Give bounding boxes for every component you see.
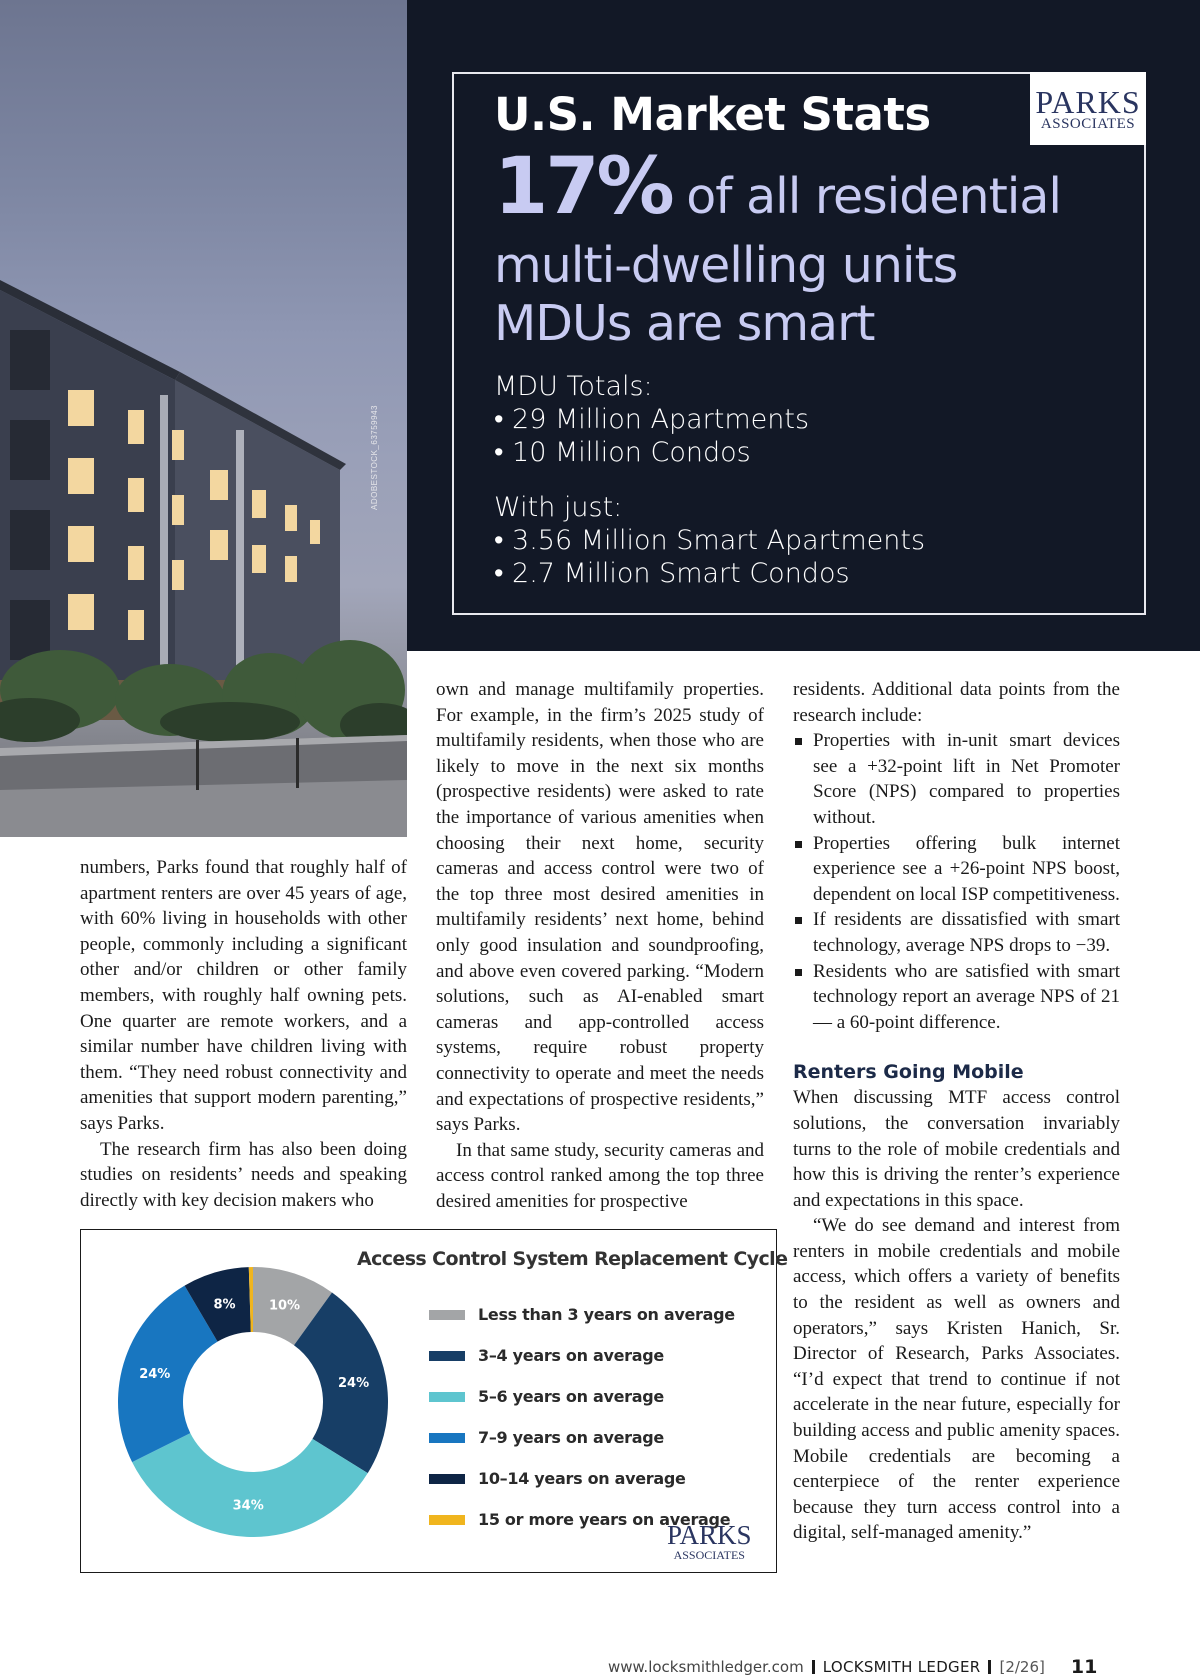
smart-item: • 3.56 Million Smart Apartments — [494, 525, 926, 556]
legend-entry — [429, 1417, 769, 1458]
donut-slice-label: 24% — [139, 1366, 171, 1382]
market-stats-headline — [494, 142, 1134, 353]
bullet-item: Residents who are satisfied with smart technology report an average NPS of 21 — a 60-point difference. — [793, 959, 1120, 1036]
legend-entry — [429, 1376, 769, 1417]
legend-label: 15 or more years on average — [478, 1510, 731, 1529]
donut-slice-label: 34% — [232, 1498, 264, 1514]
totals-item: • 10 Million Condos — [494, 437, 751, 468]
paragraph: In that same study, security cameras and access control ranked among the top three desired amenities for prospective — [436, 1139, 764, 1212]
legend-label: 3–4 years on average — [478, 1346, 664, 1365]
legend-swatch — [429, 1310, 465, 1320]
donut-chart — [81, 1230, 421, 1570]
legend-swatch — [429, 1351, 465, 1361]
footer-issue: [2/26] — [999, 1658, 1045, 1676]
paragraph: residents. Additional data points from the research include: — [793, 679, 1120, 726]
legend-entry — [429, 1458, 769, 1499]
donut-slice-label: 8% — [213, 1297, 236, 1313]
legend-label: 7–9 years on average — [478, 1428, 664, 1447]
headline-line-2: multi-dwelling units — [494, 237, 958, 294]
headline-percent: 17% — [494, 142, 672, 232]
article-column-2 — [436, 677, 764, 1214]
footer-url: www.locksmithledger.com — [608, 1658, 804, 1676]
donut-slice-label: 24% — [337, 1376, 370, 1392]
chart-legend — [429, 1294, 769, 1540]
legend-swatch — [429, 1392, 465, 1402]
totals-label: MDU Totals: — [494, 371, 653, 402]
paragraph: The research firm has also been doing studies on residents’ needs and speaking directly with key decision makers who — [80, 1138, 407, 1211]
legend-swatch — [429, 1474, 465, 1484]
chart-parks-logo — [667, 1522, 752, 1561]
legend-label: 5–6 years on average — [478, 1387, 664, 1406]
replacement-cycle-chart — [80, 1229, 788, 1573]
page-footer — [608, 1656, 1097, 1678]
donut-slice-label: 10% — [268, 1298, 301, 1314]
article-column-3 — [793, 677, 1120, 1546]
smart-label: With just: — [494, 492, 623, 523]
chart-logo-line-1: PARKS — [667, 1520, 752, 1550]
totals-item: • 29 Million Apartments — [494, 404, 810, 435]
parks-associates-logo — [1030, 72, 1146, 145]
mdu-totals-list — [494, 370, 1134, 469]
chart-title: Access Control System Replacement Cycle — [357, 1248, 788, 1270]
bullet-item: If residents are dissatisfied with smart technology, average NPS drops to −39. — [793, 907, 1120, 958]
footer-separator — [812, 1660, 815, 1674]
headline-line-3: MDUs are smart — [494, 295, 875, 352]
section-heading: Renters Going Mobile — [793, 1061, 1024, 1084]
smart-item: • 2.7 Million Smart Condos — [494, 558, 850, 589]
bullet-item: Properties offering bulk internet experience see a +26-point NPS boost, dependent on local ISP competitiveness. — [793, 831, 1120, 908]
apartment-building-illustration — [0, 0, 407, 837]
research-bullets — [793, 728, 1120, 1035]
legend-entry — [429, 1335, 769, 1376]
paragraph: numbers, Parks found that roughly half of apartment renters are over 45 years of age, with 60% living in households with other people, commonly including a significant other and/or children or other family members, with roughly half owning pets. One quarter are remote workers, and a similar number have children living with them. “They need robust connectivity and amenities that support modern parenting,” says Parks. — [80, 857, 407, 1134]
chart-logo-line-2: ASSOCIATES — [673, 1548, 745, 1562]
photo-credit: ADOBESTOCK_63759943 — [370, 405, 379, 510]
bullet-item: Properties with in-unit smart devices see a +32-point lift in Net Promoter Score (NPS) compared to properties without. — [793, 728, 1120, 830]
paragraph: own and manage multifamily properties. For example, in the firm’s 2025 study of multifamily residents, when those who are likely to move in the next six months (prospective residents) were asked to rate the importance of various amenities when choosing their next home, security cameras and access control were two of the top three most desired amenities in multifamily residents’ next home, behind only good insulation and soundproofing, and above even covered parking. “Modern solutions, such as AI-enabled smart cameras and app-controlled access systems, require robust property connectivity to operate and meet the needs and expectations of prospective residents,” says Parks. — [436, 679, 764, 1136]
market-stats-title: U.S. Market Stats — [494, 88, 931, 141]
logo-line-2: ASSOCIATES — [1040, 115, 1136, 132]
logo-line-1: PARKS — [1035, 83, 1141, 120]
legend-swatch — [429, 1515, 465, 1525]
legend-entry — [429, 1294, 769, 1335]
paragraph: “We do see demand and interest from renters in mobile credentials and mobile access, which offers a variety of benefits to the resident as well as owners and operators,” says Kristen Hanich, Sr. Director of Research, Parks Associates. “I’d expect that trend to continue if not accelerate in the near future, especially for building access and public amenity spaces. Mobile credentials are becoming a centerpiece of the renter experience because they turn access control into a digital, self-managed amenity.” — [793, 1215, 1120, 1544]
legend-swatch — [429, 1433, 465, 1443]
footer-separator — [988, 1660, 991, 1674]
headline-line-1: of all residential — [671, 168, 1062, 225]
paragraph: When discussing MTF access control solutions, the conversation invariably turns to the role of mobile credentials and how this is driving the renter’s experience and expectations in this space. — [793, 1087, 1120, 1211]
building-photo — [0, 0, 407, 837]
page-number: 11 — [1070, 1656, 1098, 1678]
legend-label: 10–14 years on average — [478, 1469, 686, 1488]
footer-magazine: LOCKSMITH LEDGER — [822, 1658, 981, 1676]
smart-units-list — [494, 491, 1134, 590]
legend-label: Less than 3 years on average — [478, 1305, 735, 1324]
article-column-1 — [80, 855, 407, 1213]
